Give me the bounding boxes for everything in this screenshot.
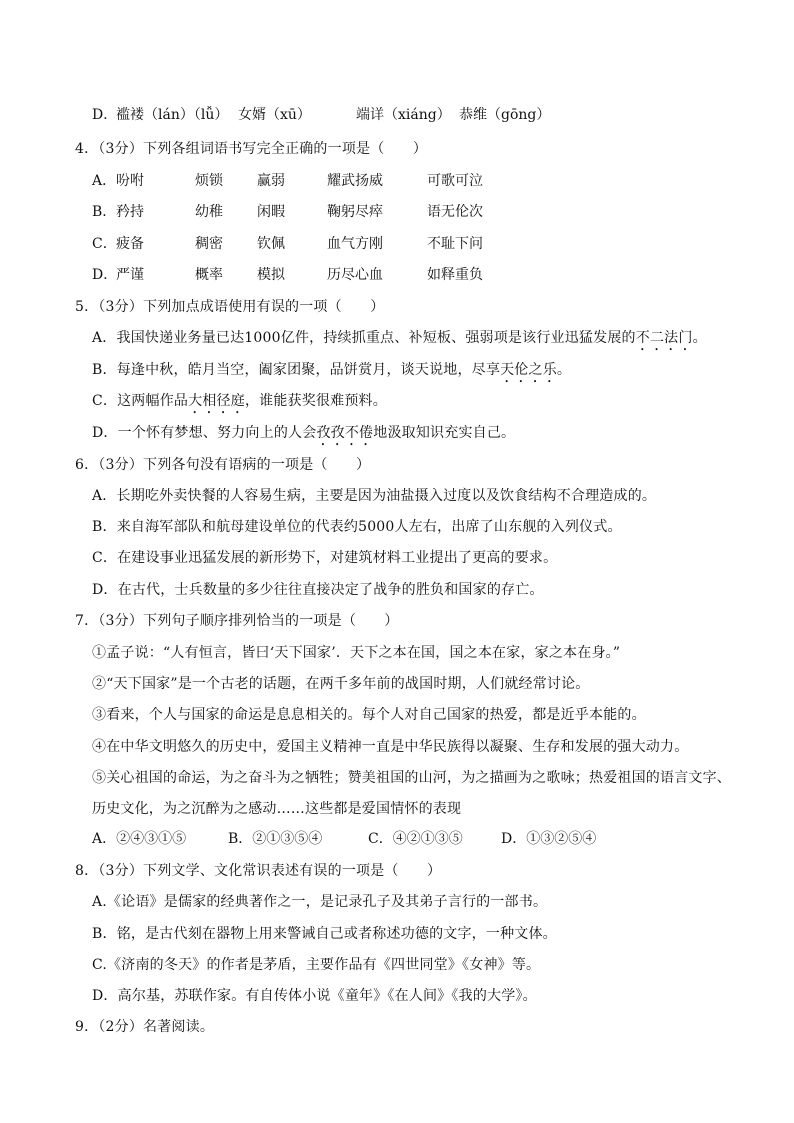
q4-stem: 4．（3分）下列各组词语书写完全正确的一项是（ ） xyxy=(75,141,428,157)
option-text-end: 地汲取知识充实自己。 xyxy=(373,425,516,441)
option-label: B． xyxy=(92,204,117,220)
word-group: 赢弱 xyxy=(257,173,285,189)
word-pinyin-4: 恭维（gōng） xyxy=(459,107,551,123)
choice-d: D．①③②⑤④ xyxy=(501,831,597,847)
q5-option-c xyxy=(92,392,387,417)
word-group: 历尽心血 xyxy=(327,267,383,283)
q6-option-d: D．在古代，士兵数量的多少往往直接决定了战争的胜负和国家的存亡。 xyxy=(92,582,544,598)
q7-sentence-3: ③看来，个人与国家的命运是息息相关的。每个人对自己国家的热爱，都是近乎本能的。 xyxy=(92,707,646,723)
option-text-end: 。 xyxy=(556,362,572,378)
word-group: 烦锁 xyxy=(195,173,223,189)
word-pinyin-3: 端详（xiáng） xyxy=(356,107,451,123)
word-group: 血气方刚 xyxy=(327,236,383,252)
q7-sentence-4: ④在中华文明悠久的历史中，爱国主义精神一直是中华民族得以凝聚、生存和发展的强大动力。 xyxy=(92,739,689,755)
word-pinyin-2: 女婿（xū） xyxy=(238,107,311,123)
word-group: 严谨 xyxy=(116,267,144,283)
word-group: 模拟 xyxy=(257,267,285,283)
q5-option-b xyxy=(92,361,571,386)
q7-sentence-5: ⑤关心祖国的命运，为之奋斗为之牺牲；赞美祖国的山河，为之描画为之歌咏；热爱祖国的语言文字、 xyxy=(92,770,731,786)
choice-b: B．②①③⑤④ xyxy=(228,831,323,847)
option-text: D．一个怀有梦想、努力向上的人会 xyxy=(92,425,317,441)
q8-option-d: D．高尔基，苏联作家。有自传体小说《童年》《在人间》《我的大学》。 xyxy=(92,988,537,1004)
q6-option-b: B．来自海军部队和航母建设单位的代表约5000人左右，出席了山东舰的入列仪式。 xyxy=(92,519,622,535)
word-group: 钦佩 xyxy=(257,236,285,252)
q6-option-a: A．长期吃外卖快餐的人容易生病，主要是因为油盐摄入过度以及饮食结构不合理造成的。 xyxy=(92,488,657,504)
q8-option-a: A.《论语》是儒家的经典著作之一，是记录孔子及其弟子言行的一部书。 xyxy=(92,894,548,910)
word-group: 不耻下问 xyxy=(427,236,483,252)
q8-option-c: C.《济南的冬天》的作者是茅盾，主要作品有《四世同堂》《女神》等。 xyxy=(92,957,541,973)
word-group: 吩咐 xyxy=(116,173,144,189)
q5-stem: 5．（3分）下列加点成语使用有误的一项（ ） xyxy=(75,299,385,315)
q8-option-b: B．铭，是古代刻在器物上用来警诫自己或者称述功德的文字，一种文体。 xyxy=(92,926,557,942)
q5-option-d xyxy=(92,424,515,449)
option-text-end: 。 xyxy=(692,330,707,346)
word-group: 稠密 xyxy=(195,236,223,252)
dotted-idiom: 天伦之乐 xyxy=(500,362,557,378)
word-group: 如释重负 xyxy=(427,267,483,283)
dotted-idiom: 孜孜不倦 xyxy=(316,425,374,441)
word-group: 闲暇 xyxy=(257,204,285,220)
option-text: C．这两幅作品 xyxy=(92,393,189,409)
word-group: 幼稚 xyxy=(195,204,223,220)
option-text: A．我国快递业务量已达1000亿件，持续抓重点、补短板、强弱项是该行业迅猛发展的 xyxy=(92,330,636,346)
dotted-idiom: 大相径庭 xyxy=(188,393,245,409)
choice-a: A．②④③①⑤ xyxy=(92,831,187,847)
option-text: B．每逢中秋，皓月当空，阖家团聚，品饼赏月，谈天说地，尽享 xyxy=(92,362,501,378)
q5-option-a xyxy=(92,329,707,354)
word-group: 鞠躬尽瘁 xyxy=(327,204,383,220)
q7-stem: 7．（3分）下列句子顺序排列恰当的一项是（ ） xyxy=(75,613,399,629)
q6-stem: 6．（3分）下列各句没有语病的一项是（ ） xyxy=(75,457,371,473)
q8-stem: 8．（3分）下列文学、文化常识表述有误的一项是（ ） xyxy=(75,863,442,879)
word-group: 可歌可泣 xyxy=(427,173,483,189)
word-group: 语无伦次 xyxy=(427,204,483,220)
word-group: 概率 xyxy=(195,267,223,283)
option-label: C． xyxy=(92,236,117,252)
choice-c: C．④②①③⑤ xyxy=(368,831,463,847)
word-pinyin-1: 褴褛（lán）（lǚ） xyxy=(116,107,229,123)
word-group: 矜持 xyxy=(116,204,144,220)
q7-sentence-2: ②“天下国家”是一个古老的话题，在两千多年前的战国时期，人们就经常讨论。 xyxy=(92,676,590,692)
dotted-idiom: 不二法门 xyxy=(635,330,693,346)
option-text-end: ，谁能获奖很难预料。 xyxy=(244,393,387,409)
word-group: 疲备 xyxy=(116,236,144,252)
option-label: A． xyxy=(92,173,117,189)
option-label: D． xyxy=(92,267,118,283)
word-group: 耀武扬威 xyxy=(327,173,383,189)
option-label: D． xyxy=(92,107,118,123)
q6-option-c: C．在建设事业迅猛发展的新形势下，对建筑材料工业提出了更高的要求。 xyxy=(92,550,558,566)
q7-sentence-1: ①孟子说：“人有恒言，皆曰‘天下国家’．天下之本在国，国之本在家，家之本在身。” xyxy=(92,645,621,661)
q7-sentence-5-cont: 历史文化，为之沉醉为之感动……这些都是爱国情怀的表现 xyxy=(92,801,462,817)
q9-stem: 9．（2分）名著阅读。 xyxy=(75,1019,215,1035)
